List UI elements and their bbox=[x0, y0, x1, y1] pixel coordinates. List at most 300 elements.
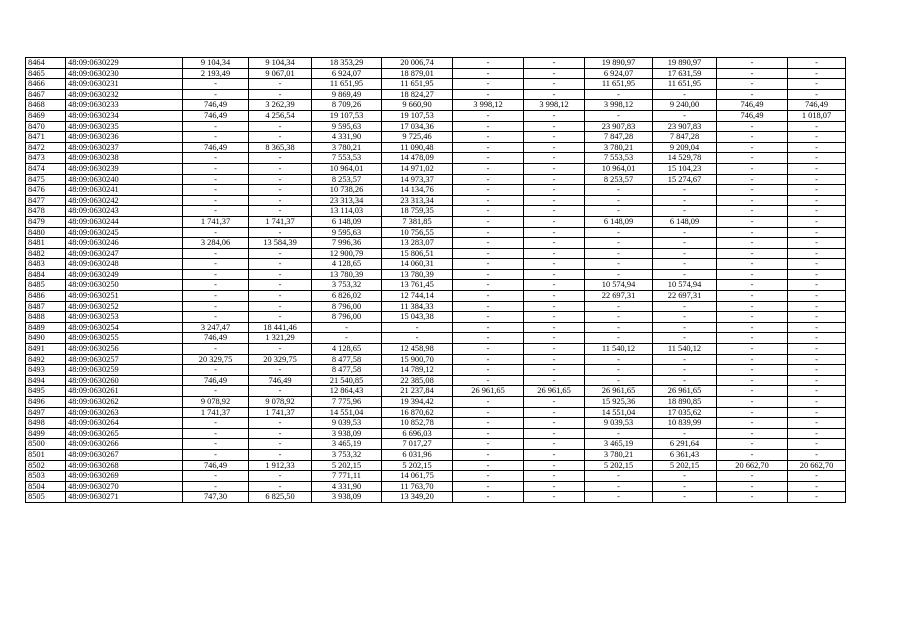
value-cell: 10 839,99 bbox=[653, 418, 717, 429]
value-cell: - bbox=[717, 269, 788, 280]
value-cell: - bbox=[453, 185, 524, 196]
value-cell: 6 826,02 bbox=[312, 291, 382, 302]
value-cell: - bbox=[524, 291, 585, 302]
table-row bbox=[26, 68, 846, 79]
value-cell: - bbox=[717, 312, 788, 323]
value-cell: - bbox=[788, 142, 846, 153]
value-cell: 5 202,15 bbox=[312, 460, 382, 471]
cadastral-number-cell: 48:09:0630234 bbox=[66, 110, 183, 121]
value-cell: - bbox=[524, 132, 585, 143]
value-cell: - bbox=[717, 163, 788, 174]
value-cell: - bbox=[453, 333, 524, 344]
value-cell: - bbox=[653, 301, 717, 312]
value-cell: 14 134,76 bbox=[382, 185, 453, 196]
value-cell: 3 465,19 bbox=[312, 439, 382, 450]
value-cell: 23 907,83 bbox=[585, 121, 653, 132]
value-cell: - bbox=[249, 185, 312, 196]
table-row bbox=[26, 248, 846, 259]
value-cell: 3 938,09 bbox=[312, 492, 382, 503]
value-cell: 3 780,21 bbox=[585, 142, 653, 153]
value-cell: - bbox=[382, 322, 453, 333]
value-cell: - bbox=[249, 163, 312, 174]
value-cell: 11 651,95 bbox=[382, 79, 453, 90]
value-cell: - bbox=[183, 227, 249, 238]
row-number-cell: 8469 bbox=[26, 110, 66, 121]
value-cell: - bbox=[183, 386, 249, 397]
value-cell: - bbox=[183, 291, 249, 302]
value-cell: - bbox=[453, 492, 524, 503]
value-cell: - bbox=[453, 322, 524, 333]
value-cell: 14 529,78 bbox=[653, 153, 717, 164]
value-cell: 6 148,09 bbox=[585, 216, 653, 227]
value-cell: - bbox=[453, 153, 524, 164]
value-cell: 18 441,46 bbox=[249, 322, 312, 333]
value-cell: 4 331,90 bbox=[312, 481, 382, 492]
value-cell: - bbox=[653, 110, 717, 121]
value-cell: - bbox=[453, 407, 524, 418]
value-cell: - bbox=[717, 153, 788, 164]
value-cell: - bbox=[788, 206, 846, 217]
table-row bbox=[26, 333, 846, 344]
value-cell: - bbox=[717, 132, 788, 143]
table-row bbox=[26, 185, 846, 196]
value-cell: 9 078,92 bbox=[183, 397, 249, 408]
value-cell: - bbox=[249, 418, 312, 429]
value-cell: - bbox=[788, 163, 846, 174]
value-cell: - bbox=[453, 301, 524, 312]
value-cell: - bbox=[183, 174, 249, 185]
value-cell: 6 148,09 bbox=[312, 216, 382, 227]
value-cell: 14 061,75 bbox=[382, 471, 453, 482]
value-cell: - bbox=[524, 227, 585, 238]
value-cell: 20 006,74 bbox=[382, 58, 453, 69]
value-cell: 13 283,07 bbox=[382, 238, 453, 249]
table-row bbox=[26, 418, 846, 429]
value-cell: - bbox=[183, 121, 249, 132]
value-cell: - bbox=[585, 110, 653, 121]
value-cell: 3 465,19 bbox=[585, 439, 653, 450]
value-cell: - bbox=[788, 216, 846, 227]
cadastral-number-cell: 48:09:0630261 bbox=[66, 386, 183, 397]
value-cell: 12 900,79 bbox=[312, 248, 382, 259]
value-cell: - bbox=[717, 68, 788, 79]
value-cell: - bbox=[788, 153, 846, 164]
value-cell: 9 078,92 bbox=[249, 397, 312, 408]
value-cell: - bbox=[717, 397, 788, 408]
value-cell: - bbox=[453, 344, 524, 355]
cadastral-number-cell: 48:09:0630262 bbox=[66, 397, 183, 408]
value-cell: - bbox=[788, 121, 846, 132]
value-cell: - bbox=[524, 110, 585, 121]
cadastral-number-cell: 48:09:0630239 bbox=[66, 163, 183, 174]
table-row bbox=[26, 354, 846, 365]
value-cell: 746,49 bbox=[183, 100, 249, 111]
value-cell: - bbox=[717, 248, 788, 259]
value-cell: - bbox=[524, 174, 585, 185]
value-cell: - bbox=[585, 428, 653, 439]
row-number-cell: 8489 bbox=[26, 322, 66, 333]
value-cell: 4 128,65 bbox=[312, 259, 382, 270]
value-cell: - bbox=[524, 163, 585, 174]
table-row bbox=[26, 439, 846, 450]
value-cell: - bbox=[453, 79, 524, 90]
value-cell: 746,49 bbox=[183, 375, 249, 386]
value-cell: - bbox=[585, 322, 653, 333]
value-cell: 14 971,02 bbox=[382, 163, 453, 174]
value-cell: - bbox=[717, 259, 788, 270]
value-cell: - bbox=[249, 312, 312, 323]
table-row bbox=[26, 89, 846, 100]
value-cell: 9 067,01 bbox=[249, 68, 312, 79]
cadastral-number-cell: 48:09:0630231 bbox=[66, 79, 183, 90]
value-cell: 6 825,50 bbox=[249, 492, 312, 503]
value-cell: - bbox=[653, 312, 717, 323]
value-cell: 9 240,00 bbox=[653, 100, 717, 111]
value-cell: - bbox=[453, 238, 524, 249]
value-cell: - bbox=[453, 280, 524, 291]
value-cell: - bbox=[453, 397, 524, 408]
data-table bbox=[25, 57, 846, 503]
value-cell: 746,49 bbox=[183, 110, 249, 121]
table-row bbox=[26, 227, 846, 238]
value-cell: 14 973,37 bbox=[382, 174, 453, 185]
value-cell: 7 553,53 bbox=[312, 153, 382, 164]
value-cell: 13 780,39 bbox=[312, 269, 382, 280]
row-number-cell: 8475 bbox=[26, 174, 66, 185]
value-cell: - bbox=[524, 449, 585, 460]
value-cell: 7 017,27 bbox=[382, 439, 453, 450]
row-number-cell: 8464 bbox=[26, 58, 66, 69]
value-cell: 13 761,45 bbox=[382, 280, 453, 291]
value-cell: - bbox=[453, 354, 524, 365]
value-cell: - bbox=[788, 312, 846, 323]
value-cell: - bbox=[717, 216, 788, 227]
value-cell: 8 253,57 bbox=[312, 174, 382, 185]
table-row bbox=[26, 460, 846, 471]
row-number-cell: 8468 bbox=[26, 100, 66, 111]
row-number-cell: 8465 bbox=[26, 68, 66, 79]
value-cell: - bbox=[249, 428, 312, 439]
value-cell: 1 741,37 bbox=[183, 407, 249, 418]
value-cell: 1 912,33 bbox=[249, 460, 312, 471]
value-cell: - bbox=[453, 89, 524, 100]
value-cell: - bbox=[524, 153, 585, 164]
value-cell: 10 852,78 bbox=[382, 418, 453, 429]
value-cell: 19 107,53 bbox=[382, 110, 453, 121]
value-cell: 7 553,53 bbox=[585, 153, 653, 164]
value-cell: 10 574,94 bbox=[585, 280, 653, 291]
table-row bbox=[26, 174, 846, 185]
value-cell: - bbox=[524, 89, 585, 100]
value-cell: - bbox=[183, 185, 249, 196]
value-cell: - bbox=[524, 460, 585, 471]
value-cell: - bbox=[249, 206, 312, 217]
value-cell: - bbox=[788, 471, 846, 482]
cadastral-number-cell: 48:09:0630245 bbox=[66, 227, 183, 238]
row-number-cell: 8481 bbox=[26, 238, 66, 249]
value-cell: - bbox=[653, 365, 717, 376]
cadastral-number-cell: 48:09:0630265 bbox=[66, 428, 183, 439]
cadastral-number-cell: 48:09:0630229 bbox=[66, 58, 183, 69]
value-cell: - bbox=[453, 439, 524, 450]
value-cell: - bbox=[382, 333, 453, 344]
value-cell: - bbox=[585, 354, 653, 365]
table-row bbox=[26, 195, 846, 206]
value-cell: - bbox=[524, 471, 585, 482]
table-row bbox=[26, 58, 846, 69]
row-number-cell: 8497 bbox=[26, 407, 66, 418]
value-cell: 3 780,21 bbox=[585, 449, 653, 460]
value-cell: 7 847,28 bbox=[585, 132, 653, 143]
table-row bbox=[26, 110, 846, 121]
value-cell: 746,49 bbox=[249, 375, 312, 386]
value-cell: 746,49 bbox=[717, 100, 788, 111]
value-cell: - bbox=[585, 269, 653, 280]
value-cell: - bbox=[788, 89, 846, 100]
value-cell: 12 864,43 bbox=[312, 386, 382, 397]
value-cell: - bbox=[453, 248, 524, 259]
row-number-cell: 8472 bbox=[26, 142, 66, 153]
value-cell: - bbox=[524, 418, 585, 429]
value-cell: - bbox=[183, 449, 249, 460]
row-number-cell: 8476 bbox=[26, 185, 66, 196]
value-cell: - bbox=[788, 397, 846, 408]
value-cell: - bbox=[788, 492, 846, 503]
row-number-cell: 8499 bbox=[26, 428, 66, 439]
value-cell: - bbox=[653, 428, 717, 439]
value-cell: 8 477,58 bbox=[312, 365, 382, 376]
value-cell: - bbox=[585, 481, 653, 492]
value-cell: 13 584,39 bbox=[249, 238, 312, 249]
value-cell: 19 890,97 bbox=[653, 58, 717, 69]
value-cell: - bbox=[788, 322, 846, 333]
value-cell: 11 540,12 bbox=[653, 344, 717, 355]
value-cell: 6 031,96 bbox=[382, 449, 453, 460]
table-row bbox=[26, 301, 846, 312]
value-cell: - bbox=[717, 492, 788, 503]
value-cell: - bbox=[717, 386, 788, 397]
value-cell: 11 651,95 bbox=[312, 79, 382, 90]
row-number-cell: 8480 bbox=[26, 227, 66, 238]
row-number-cell: 8482 bbox=[26, 248, 66, 259]
value-cell: 10 756,55 bbox=[382, 227, 453, 238]
table-row bbox=[26, 100, 846, 111]
row-number-cell: 8487 bbox=[26, 301, 66, 312]
table-row bbox=[26, 471, 846, 482]
value-cell: 9 209,04 bbox=[653, 142, 717, 153]
value-cell: 3 753,32 bbox=[312, 280, 382, 291]
value-cell: - bbox=[788, 344, 846, 355]
table-row bbox=[26, 259, 846, 270]
value-cell: - bbox=[653, 375, 717, 386]
row-number-cell: 8498 bbox=[26, 418, 66, 429]
row-number-cell: 8474 bbox=[26, 163, 66, 174]
value-cell: - bbox=[249, 344, 312, 355]
cadastral-number-cell: 48:09:0630240 bbox=[66, 174, 183, 185]
value-cell: 13 780,39 bbox=[382, 269, 453, 280]
value-cell: - bbox=[183, 163, 249, 174]
value-cell: 3 938,09 bbox=[312, 428, 382, 439]
value-cell: - bbox=[585, 89, 653, 100]
value-cell: - bbox=[183, 365, 249, 376]
value-cell: - bbox=[249, 471, 312, 482]
value-cell: - bbox=[524, 58, 585, 69]
value-cell: 4 128,65 bbox=[312, 344, 382, 355]
value-cell: 18 759,35 bbox=[382, 206, 453, 217]
value-cell: 3 780,21 bbox=[312, 142, 382, 153]
row-number-cell: 8491 bbox=[26, 344, 66, 355]
value-cell: - bbox=[249, 386, 312, 397]
value-cell: 18 879,01 bbox=[382, 68, 453, 79]
cadastral-number-cell: 48:09:0630252 bbox=[66, 301, 183, 312]
value-cell: - bbox=[788, 195, 846, 206]
cadastral-number-cell: 48:09:0630246 bbox=[66, 238, 183, 249]
value-cell: 18 890,85 bbox=[653, 397, 717, 408]
value-cell: - bbox=[453, 312, 524, 323]
value-cell: - bbox=[524, 439, 585, 450]
value-cell: - bbox=[585, 333, 653, 344]
value-cell: 746,49 bbox=[788, 100, 846, 111]
value-cell: - bbox=[788, 269, 846, 280]
value-cell: 7 775,96 bbox=[312, 397, 382, 408]
value-cell: - bbox=[788, 238, 846, 249]
value-cell: 15 900,70 bbox=[382, 354, 453, 365]
cadastral-number-cell: 48:09:0630255 bbox=[66, 333, 183, 344]
value-cell: 2 193,49 bbox=[183, 68, 249, 79]
value-cell: - bbox=[717, 344, 788, 355]
value-cell: - bbox=[249, 301, 312, 312]
value-cell: 23 313,34 bbox=[382, 195, 453, 206]
value-cell: 9 595,63 bbox=[312, 121, 382, 132]
value-cell: 22 697,31 bbox=[585, 291, 653, 302]
table-row bbox=[26, 481, 846, 492]
value-cell: - bbox=[524, 492, 585, 503]
row-number-cell: 8485 bbox=[26, 280, 66, 291]
value-cell: - bbox=[717, 428, 788, 439]
value-cell: 9 595,63 bbox=[312, 227, 382, 238]
value-cell: 8 253,57 bbox=[585, 174, 653, 185]
value-cell: 8 796,00 bbox=[312, 312, 382, 323]
value-cell: - bbox=[653, 206, 717, 217]
value-cell: 11 763,70 bbox=[382, 481, 453, 492]
row-number-cell: 8494 bbox=[26, 375, 66, 386]
value-cell: 9 725,46 bbox=[382, 132, 453, 143]
value-cell: - bbox=[183, 280, 249, 291]
table-row bbox=[26, 397, 846, 408]
value-cell: 6 696,03 bbox=[382, 428, 453, 439]
value-cell: - bbox=[524, 195, 585, 206]
table-row bbox=[26, 121, 846, 132]
value-cell: 17 034,36 bbox=[382, 121, 453, 132]
value-cell: - bbox=[717, 185, 788, 196]
value-cell: - bbox=[453, 163, 524, 174]
value-cell: 18 824,27 bbox=[382, 89, 453, 100]
cadastral-number-cell: 48:09:0630242 bbox=[66, 195, 183, 206]
table-row bbox=[26, 238, 846, 249]
value-cell: - bbox=[249, 269, 312, 280]
value-cell: - bbox=[312, 322, 382, 333]
value-cell: - bbox=[788, 449, 846, 460]
value-cell: 26 961,65 bbox=[524, 386, 585, 397]
value-cell: 19 394,42 bbox=[382, 397, 453, 408]
value-cell: - bbox=[249, 439, 312, 450]
value-cell: - bbox=[524, 397, 585, 408]
value-cell: - bbox=[788, 79, 846, 90]
value-cell: 21 540,85 bbox=[312, 375, 382, 386]
value-cell: - bbox=[717, 322, 788, 333]
value-cell: - bbox=[524, 248, 585, 259]
value-cell: - bbox=[183, 206, 249, 217]
value-cell: 10 738,26 bbox=[312, 185, 382, 196]
table-row bbox=[26, 206, 846, 217]
value-cell: - bbox=[653, 481, 717, 492]
value-cell: 6 291,64 bbox=[653, 439, 717, 450]
value-cell: 9 039,53 bbox=[312, 418, 382, 429]
value-cell: - bbox=[788, 68, 846, 79]
value-cell: - bbox=[524, 312, 585, 323]
value-cell: - bbox=[717, 142, 788, 153]
value-cell: 1 321,29 bbox=[249, 333, 312, 344]
value-cell: - bbox=[453, 418, 524, 429]
row-number-cell: 8504 bbox=[26, 481, 66, 492]
value-cell: 3 284,06 bbox=[183, 238, 249, 249]
value-cell: - bbox=[788, 386, 846, 397]
value-cell: - bbox=[717, 354, 788, 365]
value-cell: 11 651,95 bbox=[653, 79, 717, 90]
value-cell: - bbox=[788, 418, 846, 429]
table-row bbox=[26, 407, 846, 418]
value-cell: 4 256,54 bbox=[249, 110, 312, 121]
value-cell: - bbox=[524, 238, 585, 249]
value-cell: - bbox=[717, 418, 788, 429]
value-cell: - bbox=[717, 195, 788, 206]
value-cell: - bbox=[788, 248, 846, 259]
cadastral-number-cell: 48:09:0630263 bbox=[66, 407, 183, 418]
value-cell: - bbox=[717, 439, 788, 450]
value-cell: - bbox=[524, 375, 585, 386]
value-cell: - bbox=[453, 428, 524, 439]
value-cell: - bbox=[183, 481, 249, 492]
value-cell: - bbox=[717, 481, 788, 492]
table-row bbox=[26, 142, 846, 153]
value-cell: 17 035,62 bbox=[653, 407, 717, 418]
row-number-cell: 8492 bbox=[26, 354, 66, 365]
value-cell: - bbox=[524, 481, 585, 492]
value-cell: - bbox=[653, 238, 717, 249]
value-cell: 9 104,34 bbox=[249, 58, 312, 69]
value-cell: - bbox=[788, 280, 846, 291]
cadastral-number-cell: 48:09:0630253 bbox=[66, 312, 183, 323]
value-cell: 20 662,70 bbox=[717, 460, 788, 471]
row-number-cell: 8478 bbox=[26, 206, 66, 217]
value-cell: 6 148,09 bbox=[653, 216, 717, 227]
row-number-cell: 8483 bbox=[26, 259, 66, 270]
value-cell: 8 709,26 bbox=[312, 100, 382, 111]
value-cell: - bbox=[249, 481, 312, 492]
value-cell: 3 753,32 bbox=[312, 449, 382, 460]
row-number-cell: 8502 bbox=[26, 460, 66, 471]
value-cell: - bbox=[788, 174, 846, 185]
value-cell: - bbox=[717, 227, 788, 238]
value-cell: 9 104,34 bbox=[183, 58, 249, 69]
value-cell: - bbox=[653, 89, 717, 100]
cadastral-number-cell: 48:09:0630243 bbox=[66, 206, 183, 217]
value-cell: - bbox=[183, 132, 249, 143]
value-cell: 7 771,11 bbox=[312, 471, 382, 482]
value-cell: - bbox=[312, 333, 382, 344]
value-cell: 746,49 bbox=[183, 333, 249, 344]
row-number-cell: 8484 bbox=[26, 269, 66, 280]
